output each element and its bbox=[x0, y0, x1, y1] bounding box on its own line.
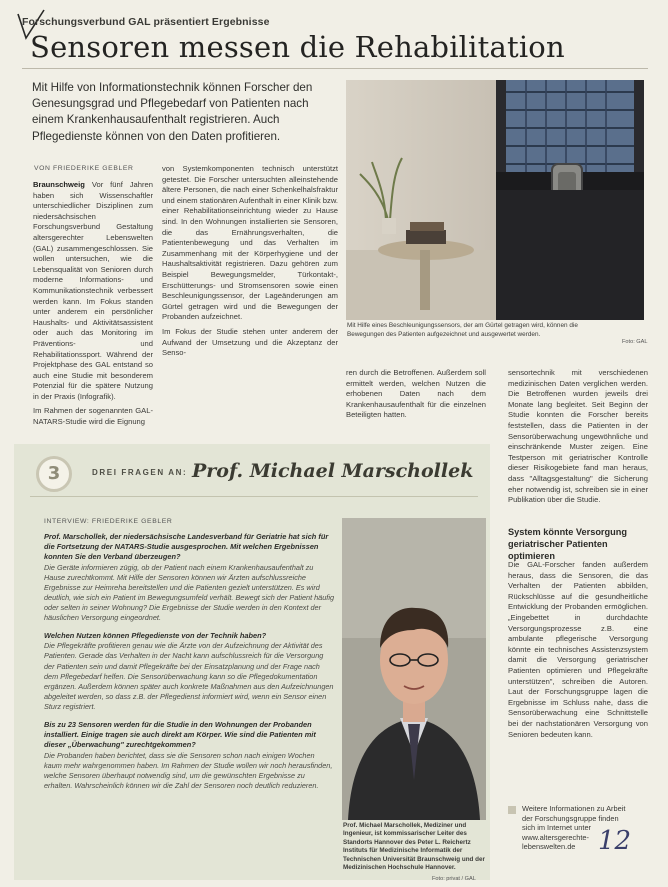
info-url[interactable]: www.altersgerechte-lebenswelten.de bbox=[522, 832, 589, 852]
photo-1-caption: Mit Hilfe eines Beschleunigungssensors, der am Gürtel getragen wird, können die Bewegungen des Patienten aufgezeichnet und ausgewertet werden. bbox=[347, 322, 578, 338]
question-2: Welchen Nutzen können Pflegedienste von der Technik haben? bbox=[44, 631, 267, 641]
answer-2: Die Pflegekräfte profitieren genau wie die Ärzte von der Aufzeichnung der Aktivität des Patienten. Gerade das Verhalten in der Nacht kann aufschlussreich für die Versorgung der Patienten sein und damit Pflegekräfte bei der Einsatzplanung und der Frage nach dem Pflegebedarf helfen. Die Sensorüberwachung kann so die Pflegedokumentation ergänzen. Außerdem können später auch konkrete Maßnahmen aus den Aufzeichnungen abgeleitet werden, so dass z.B. der Pflegedienst informiert wird, wenn ein Sensor einen Sturz registriert. bbox=[44, 641, 334, 711]
interview-label: DREI FRAGEN AN: bbox=[92, 468, 188, 477]
belt-sensor-illustration bbox=[346, 80, 644, 320]
question-1: Prof. Marschollek, der niedersächsische Landesverband für Geriatrie hat sich für die Fortsetzung der NATARS-Studie ausgesprochen. Mit welchen Ergebnissen konnten Sie den Verband überzeugen? bbox=[44, 532, 329, 562]
question-count-badge: 3 bbox=[36, 456, 72, 492]
portrait-illustration bbox=[342, 518, 486, 820]
kicker: Forschungsverbund GAL präsentiert Ergebnisse bbox=[22, 16, 270, 28]
portrait-caption: Prof. Michael Marschollek, Mediziner und Ingenieur, ist kommissarischer Leiter des Standorts Hannover des Peter L. Reichertz Instituts für Medizinische Informatik der Technischen Universität Braunschweig und der Medizinischen Hochschule Hannover. bbox=[343, 822, 485, 872]
interview-byline: INTERVIEW: FRIEDERIKE GEBLER bbox=[44, 518, 173, 525]
headline: Sensoren messen die Rehabilitation bbox=[30, 30, 565, 64]
interview-name: Prof. Michael Marschollek bbox=[192, 460, 474, 482]
column-2-text-2: Im Fokus der Studie stehen unter anderem der Aufwand der Umsetzung und die Akzeptanz der Senso- bbox=[162, 326, 338, 358]
header-rule bbox=[22, 68, 648, 69]
article-column-1 bbox=[33, 180, 153, 430]
column-2-text: von Systemkomponenten technisch unterstützt getestet. Die Forscher untersuchten alleinstehende ältere Personen, die nach einer Schenkelhalsfraktur und einem stationären Aufenthalt in einer Klinik bzw. einer Rehabilitationseinrichtung wieder zu Hause sind. In den Wohnungen installierten sie Sensoren, die das Ernährungsverhalten, die Patientenbewegung und das Verhalten im Zusammenhang mit der Körperhygiene und der Haushaltsaktivität registrieren. Dazu gehören zum Beispiel Bewegungsmelder, Türkontakt-, Erschütterungs- und Stromsensoren sowie einen Beschleunigungssensor, der Lageänderungen am Gürtel getragen wird und die Bewegungen der Probanden aufzeichnet. bbox=[162, 164, 338, 322]
info-square-icon bbox=[508, 806, 516, 814]
photo-belt-sensor bbox=[346, 80, 644, 320]
article-column-4 bbox=[508, 368, 648, 510]
interview-qa bbox=[44, 532, 334, 791]
sidebar-paragraph: Die GAL-Forscher fanden außerdem heraus, dass die Sensoren, die das Verhalten der Patienten abbilden, Rückschlüsse auf die gesundheitliche Entwicklung der Probanden ermöglichen. „Eingebettet in durchdachte Versorgungsprozesse z.B. eine ambulante pflegerische Versorgung könnte ein technisches Assistenzsystem damit die Versorgung geriatrischer Patienten optimieren und Pflegekräfte unterstützen", schreiben die Autoren. Laut der Forschungsgruppe lagen die Ergebnisse im Schluss nahe, dass die Sensorüberwachung eine Schnittstelle bei der nachstationären Versorgung von Senioren bedeuten kann. bbox=[508, 560, 648, 739]
article-column-3 bbox=[346, 368, 486, 428]
column-1-text-2: Im Rahmen der sogenannten GAL-NATARS-Studie wird die Eignung bbox=[33, 406, 153, 427]
answer-1: Die Geräte informieren zügig, ob der Patient nach einem Krankenhausaufenthalt zu Hause zurechtkommt. Mit Hilfe der Sensoren können wir Ärzten aufschlussreiche Ergebnisse zur Heimreha bereitstellen und die Patienten gezielt unterstützen. Es wird deutlich, wie sich ein Patient im Bewegungsumfeld verhält. Bewegt sich der Patient häufig oder selten in seiner Wohnung? Die Ergebnisse der Studie werden in den Kontext der häuslichen Versorgung eingeordnet. bbox=[44, 562, 335, 623]
column-1-text: Vor fünf Jahren haben sich Wissenschaftler unterschiedlicher Disziplinen zum niedersächsischen Forschungsverbund Gestaltung altersgerechter Lebenswelten (GAL) zusammengeschlossen. Sie wollen untersuchen, wie die Lebensqualität von Senioren durch moderne Informations- und Kommunikationstechnik verbessert werden kann. Im Fokus standen unter anderem ein persönlicher Haushalts- und Aktivitätsassistent oder auch das Monitoring im Präventions- und Rehabilitationssport. Während der Projektphase des GAL entstand so auch eine Studie mit besonderem Potenzial für die spätere Nutzung in der Praxis (Infografik). bbox=[33, 180, 153, 401]
column-4-text: sensortechnik mit verschiedenen medizinischen Daten verglichen werden. Die Betroffenen wurden jeweils drei Monate lang begleitet. Seit Beginn der Studie konnten die Forscher bereits feststellen, dass die Patienten in der Sensorüberwachung ungewöhnliche und einschränkende Muster zeigen. Eine Testperson mit geriatrischer Kontrolle dieser Risikogebiete fand man heraus, dass "Alltagsgestaltung" die Sicherung eher notwendig ist, schreiben sie in einer Publikation über die Studie. bbox=[508, 368, 648, 505]
sidebar-text bbox=[508, 560, 648, 798]
page-number: 12 bbox=[598, 826, 632, 856]
interview-rule bbox=[30, 496, 478, 497]
dateline: Braunschweig bbox=[33, 180, 85, 189]
article-column-2 bbox=[162, 164, 338, 430]
portrait-credit: Foto: privat / GAL bbox=[432, 876, 476, 882]
portrait-photo bbox=[342, 518, 486, 820]
question-3: Bis zu 23 Sensoren werden für die Studie in den Wohnungen der Probanden installiert. Einige tragen sie auch direkt am Körper. Wie sind die Patienten mit dieser „Überwachung" zurechtgekommen? bbox=[44, 720, 316, 750]
column-3-text: ren durch die Betroffenen. Außerdem soll ermittelt werden, welchen Nutzen die erhobenen Daten nach dem Krankenhausaufenthalt für die einzelnen Beteiligten hatten. bbox=[346, 368, 486, 420]
sidebar-heading: System könnte Versorgung geriatrischer Patienten optimieren bbox=[508, 527, 627, 561]
lead-paragraph: Mit Hilfe von Informationstechnik können Forscher den Genesungsgrad und Pflegebedarf von Patienten nach einem Krankenhausaufenthalt registrieren. Auch Pflegedienste können von den Daten profitieren. bbox=[32, 81, 313, 143]
article-byline: VON FRIEDERIKE GEBLER bbox=[34, 165, 134, 172]
photo-1-credit: Foto: GAL bbox=[622, 339, 648, 345]
answer-3: Die Probanden haben berichtet, dass sie die Sensoren schon nach einigen Wochen kaum mehr wahrgenommen haben. Im Rahmen der Studie wollen wir noch herausfinden, welche Sensoren überhaupt notwendig sind, um die gewünschten Ergebnisse zu erhalten. Wahrscheinlich können wir die Zahl der Sensoren noch deutlich reduzieren. bbox=[44, 750, 333, 790]
info-text: Weitere Informationen zu Arbeit der Forschungsgruppe finden sich im Internet unter bbox=[522, 804, 626, 833]
